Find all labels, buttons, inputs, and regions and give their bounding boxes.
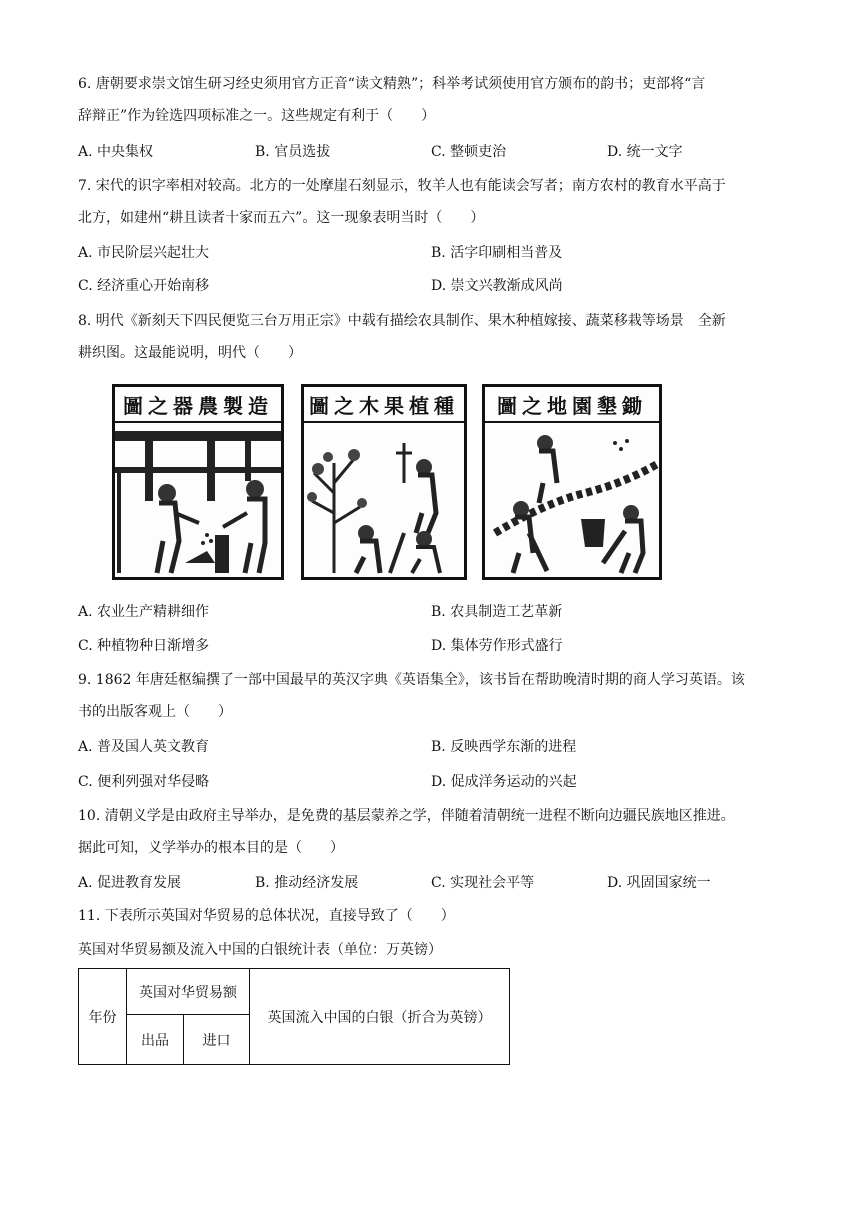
q9-option-c[interactable]: C. 便利列强对华侵略 — [78, 774, 210, 790]
fruit-tree-scene — [304, 423, 464, 579]
q8-stem-line1: 8. 明代《新刻天下四民便览三台万用正宗》中载有描绘农具制作、果木种植嫁接、蔬菜移栽等场景 全新 — [78, 313, 726, 329]
q10-stem-line1: 10. 清朝义学是由政府主导举办，是免费的基层蒙养之学，伴随着清朝统一进程不断向边疆民族地区推进。 — [78, 808, 735, 824]
table-header-silver: 英国流入中国的白银（折合为英镑） — [250, 969, 510, 1065]
q7-stem-line2: 北方，如建州“耕且读者十家而五六”。这一现象表明当时（ ） — [78, 210, 485, 226]
q7-option-d[interactable]: D. 崇文兴教渐成风尚 — [431, 278, 563, 294]
woodcut-title-1: 圖之器農製造 — [115, 387, 281, 423]
q11-table-caption: 英国对华贸易额及流入中国的白银统计表（单位：万英镑） — [78, 942, 442, 958]
q9-stem-line1: 9. 1862 年唐廷枢编撰了一部中国最早的英汉字典《英语集全》，该书旨在帮助晚清时期的商人学习英语。该 — [78, 672, 745, 688]
q9-option-d[interactable]: D. 促成洋务运动的兴起 — [431, 774, 577, 790]
q8-stem-line2: 耕织图。这最能说明，明代（ ） — [78, 345, 302, 361]
woodcut-title-2: 圖之木果植種 — [304, 387, 464, 423]
q8-option-b[interactable]: B. 农具制造工艺革新 — [431, 604, 563, 620]
woodcut-panel-garden-hoeing — [482, 384, 662, 580]
woodcut-illustrations — [112, 384, 662, 580]
q11-stem: 11. 下表所示英国对华贸易的总体状况，直接导致了（ ） — [78, 908, 455, 924]
table-header-trade: 英国对华贸易额 — [127, 969, 250, 1015]
q8-option-d[interactable]: D. 集体劳作形式盛行 — [431, 638, 563, 654]
garden-hoeing-scene — [485, 423, 659, 579]
table-header-import: 进口 — [184, 1015, 250, 1065]
q7-option-a[interactable]: A. 市民阶层兴起壮大 — [78, 245, 210, 261]
q10-option-b[interactable]: B. 推动经济发展 — [255, 875, 359, 891]
q10-option-c[interactable]: C. 实现社会平等 — [431, 875, 535, 891]
q6-option-c[interactable]: C. 整顿吏治 — [431, 144, 507, 160]
table-header-export: 出品 — [127, 1015, 184, 1065]
q10-stem-line2: 据此可知，义学举办的根本目的是（ ） — [78, 840, 344, 856]
q6-stem-line1: 6. 唐朝要求崇文馆生研习经史须用官方正音“读文精熟”；科举考试须使用官方颁布的韵书；吏部将“言 — [78, 76, 706, 92]
q9-option-b[interactable]: B. 反映西学东渐的进程 — [431, 739, 577, 755]
q10-option-d[interactable]: D. 巩固国家统一 — [607, 875, 711, 891]
q6-option-b[interactable]: B. 官员选拔 — [255, 144, 331, 160]
woodcut-title-3: 圖之地園墾鋤 — [485, 387, 659, 423]
table-header-year: 年份 — [79, 969, 127, 1065]
q9-stem-line2: 书的出版客观上（ ） — [78, 704, 232, 720]
q8-option-a[interactable]: A. 农业生产精耕细作 — [78, 604, 210, 620]
woodcut-panel-fruit-trees — [301, 384, 467, 580]
q6-stem-line2: 辞辩正”作为铨选四项标准之一。这些规定有利于（ ） — [78, 108, 436, 124]
q7-option-b[interactable]: B. 活字印刷相当普及 — [431, 245, 563, 261]
q8-option-c[interactable]: C. 种植物种日渐增多 — [78, 638, 210, 654]
q10-option-a[interactable]: A. 促进教育发展 — [78, 875, 182, 891]
q7-option-c[interactable]: C. 经济重心开始南移 — [78, 278, 210, 294]
trade-silver-table — [78, 968, 510, 1065]
q6-option-a[interactable]: A. 中央集权 — [78, 144, 154, 160]
tool-making-scene — [115, 423, 281, 579]
woodcut-panel-tool-making — [112, 384, 284, 580]
q7-stem-line1: 7. 宋代的识字率相对较高。北方的一处摩崖石刻显示，牧羊人也有能读会写者；南方农村的教育水平高于 — [78, 178, 726, 194]
q6-option-d[interactable]: D. 统一文字 — [607, 144, 683, 160]
q9-option-a[interactable]: A. 普及国人英文教育 — [78, 739, 210, 755]
